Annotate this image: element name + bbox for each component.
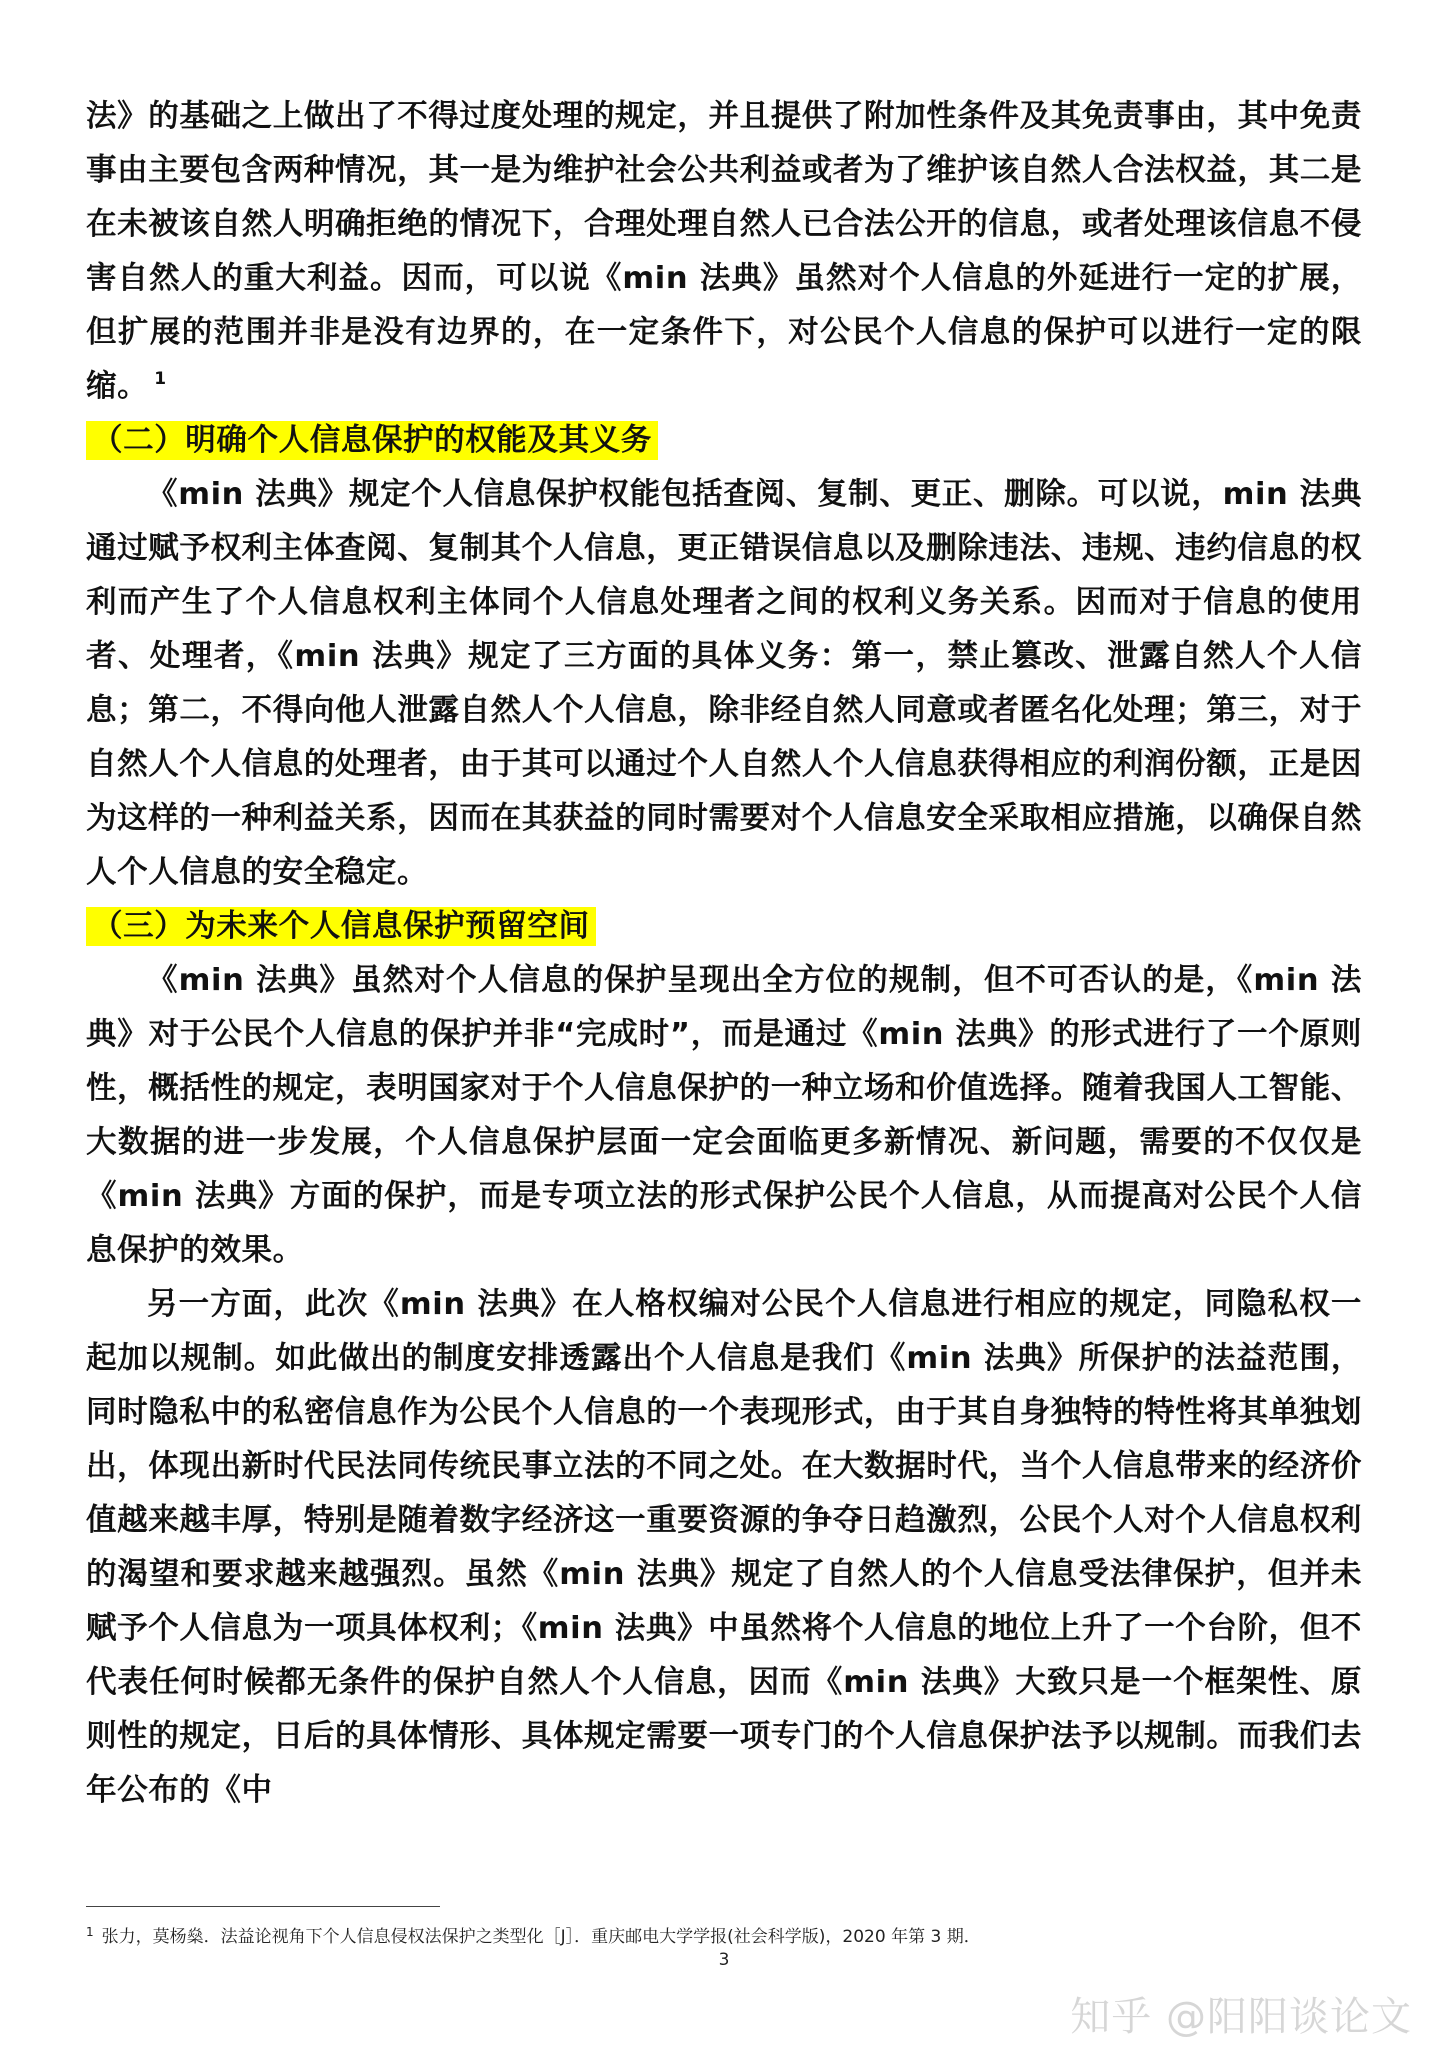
document-body [86,90,1362,1818]
footnote-divider [86,1906,440,1907]
watermark: 知乎 @阳阳谈论文 [1070,1994,1412,2040]
footnote-mark: 1 [86,1925,94,1939]
footnote [86,1920,1366,1949]
paragraph: 另一方面，此次《min 法典》在人格权编对公民个人信息进行相应的规定，同隐私权一起加以规制。如此做出的制度安排透露出个人信息是我们《min 法典》所保护的法益范围，同时隐私中的私密信息作为公民个人信息的一个表现形式，由于其自身独特的特性将其单独划出，体现出新时代民法同传统民事立法的不同之处。在大数据时代，当个人信息带来的经济价值越来越丰厚，特别是随着数字经济这一重要资源的争夺日趋激烈，公民个人对个人信息权利的渴望和要求越来越强烈。虽然《min 法典》规定了自然人的个人信息受法律保护，但并未赋予个人信息为一项具体权利；《min 法典》中虽然将个人信息的地位上升了一个台阶，但不代表任何时候都无条件的保护自然人个人信息，因而《min 法典》大致只是一个框架性、原则性的规定，日后的具体情形、具体规定需要一项专门的个人信息保护法予以规制。而我们去年公布的《中 [86,1287,1362,1808]
paragraph [86,90,1362,414]
paragraph: 《min 法典》虽然对个人信息的保护呈现出全方位的规制，但不可否认的是，《min 法典》对于公民个人信息的保护并非“完成时”，而是通过《min 法典》的形式进行了一个原则性，概括性的规定，表明国家对于个人信息保护的一种立场和价值选择。随着我国人工智能、大数据的进一步发展，个人信息保护层面一定会面临更多新情况、新问题，需要的不仅仅是《min 法典》方面的保护，而是专项立法的形式保护公民个人信息，从而提高对公民个人信息保护的效果。 [86,963,1362,1268]
highlighted-heading-text: （三）为未来个人信息保护预留空间 [86,907,596,946]
highlighted-heading-text: （二）明确个人信息保护的权能及其义务 [86,421,658,460]
paragraph-text: 法》的基础之上做出了不得过度处理的规定，并且提供了附加性条件及其免责事由，其中免责事由主要包含两种情况，其一是为维护社会公共利益或者为了维护该自然人合法权益，其二是在未被该自然人明确拒绝的情况下，合理处理自然人已合法公开的信息，或者处理该信息不侵害自然人的重大利益。因而，可以说《min 法典》虽然对个人信息的外延进行一定的扩展，但扩展的范围并非是没有边界的，在一定条件下，对公民个人信息的保护可以进行一定的限缩。 [86,99,1362,404]
paragraph: 《min 法典》规定个人信息保护权能包括查阅、复制、更正、删除。可以说，min 法典通过赋予权利主体查阅、复制其个人信息，更正错误信息以及删除违法、违规、违约信息的权利而产生了个人信息权利主体同个人信息处理者之间的权利义务关系。因而对于信息的使用者、处理者，《min 法典》规定了三方面的具体义务：第一，禁止篡改、泄露自然人个人信息；第二，不得向他人泄露自然人个人信息，除非经自然人同意或者匿名化处理；第三，对于自然人个人信息的处理者，由于其可以通过个人自然人个人信息获得相应的利润份额，正是因为这样的一种利益关系，因而在其获益的同时需要对个人信息安全采取相应措施，以确保自然人个人信息的安全稳定。 [86,477,1362,890]
footnote-text: 张力，莫杨燊．法益论视角下个人信息侵权法保护之类型化［J］．重庆邮电大学学报(社会科学版)，2020 年第 3 期． [101,1927,981,1947]
section-heading [86,414,1362,468]
section-heading [86,900,1362,954]
page-number: 3 [718,1950,730,1970]
footnote-reference: 1 [154,369,167,389]
